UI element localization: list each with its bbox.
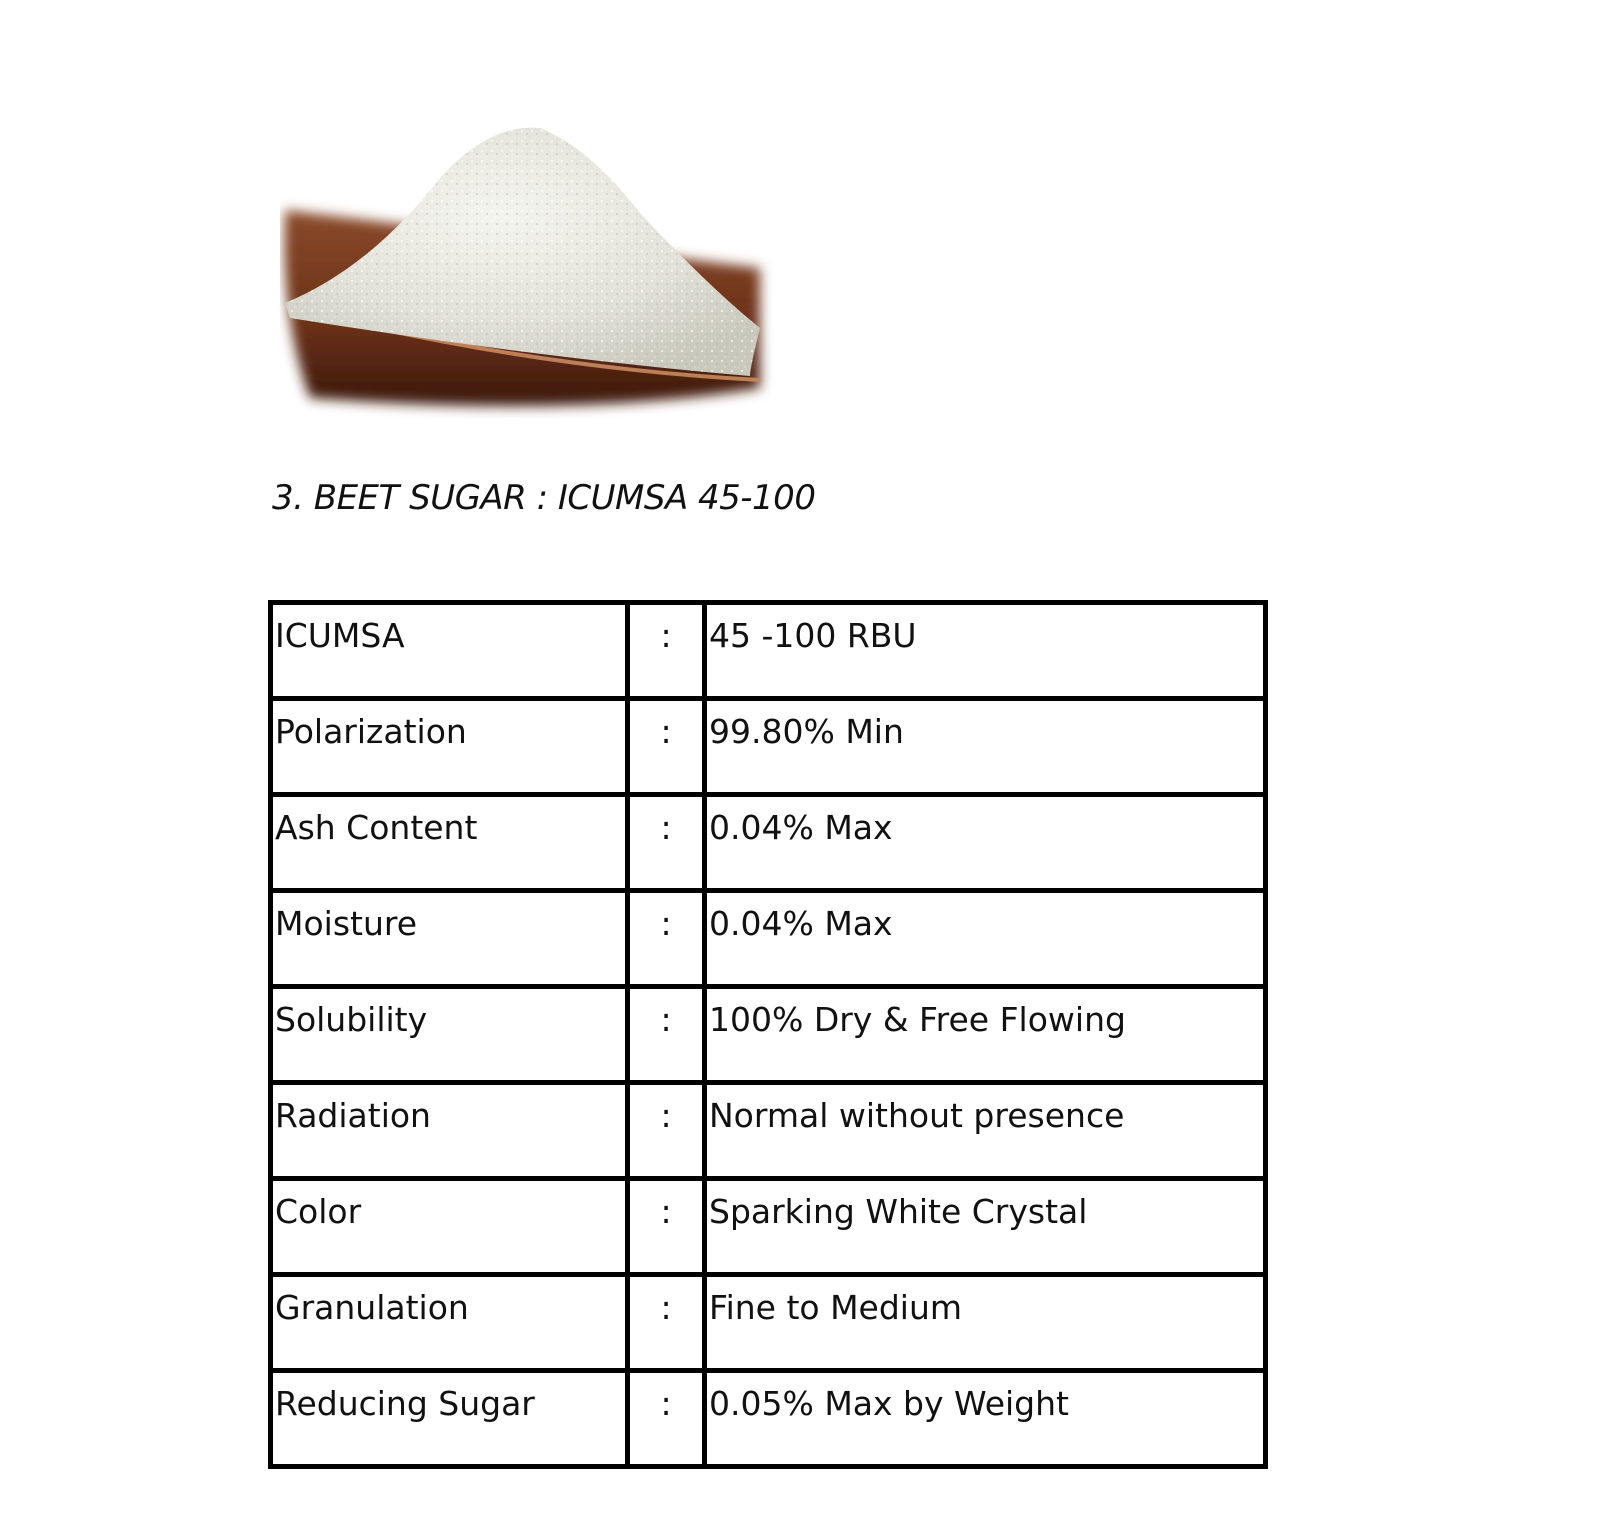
table-row bbox=[271, 891, 1266, 987]
spec-name: Solubility bbox=[271, 987, 628, 1083]
spec-value: 0.04% Max bbox=[705, 891, 1266, 987]
sugar-pile-photo bbox=[280, 118, 780, 418]
spec-name: ICUMSA bbox=[271, 603, 628, 699]
spec-separator: : bbox=[628, 1179, 705, 1275]
spec-separator: : bbox=[628, 1083, 705, 1179]
spec-separator: : bbox=[628, 795, 705, 891]
spec-separator: : bbox=[628, 987, 705, 1083]
spec-value: 100% Dry & Free Flowing bbox=[705, 987, 1266, 1083]
spec-name: Granulation bbox=[271, 1275, 628, 1371]
table-row bbox=[271, 1179, 1266, 1275]
table-row bbox=[271, 1275, 1266, 1371]
spec-value: 0.04% Max bbox=[705, 795, 1266, 891]
spec-value: 45 -100 RBU bbox=[705, 603, 1266, 699]
spec-separator: : bbox=[628, 1275, 705, 1371]
table-row bbox=[271, 1083, 1266, 1179]
table-row bbox=[271, 987, 1266, 1083]
spec-separator: : bbox=[628, 603, 705, 699]
table-row bbox=[271, 1371, 1266, 1467]
spec-value: 99.80% Min bbox=[705, 699, 1266, 795]
spec-name: Radiation bbox=[271, 1083, 628, 1179]
spec-separator: : bbox=[628, 1371, 705, 1467]
spec-value: Sparking White Crystal bbox=[705, 1179, 1266, 1275]
spec-separator: : bbox=[628, 891, 705, 987]
table-row bbox=[271, 795, 1266, 891]
product-heading: 3. BEET SUGAR : ICUMSA 45-100 bbox=[272, 478, 816, 518]
spec-name: Moisture bbox=[271, 891, 628, 987]
spec-name: Reducing Sugar bbox=[271, 1371, 628, 1467]
spec-separator: : bbox=[628, 699, 705, 795]
spec-table bbox=[268, 600, 1268, 1469]
spec-name: Polarization bbox=[271, 699, 628, 795]
table-row bbox=[271, 603, 1266, 699]
spec-name: Ash Content bbox=[271, 795, 628, 891]
spec-value: Normal without presence bbox=[705, 1083, 1266, 1179]
table-row bbox=[271, 699, 1266, 795]
spec-value: Fine to Medium bbox=[705, 1275, 1266, 1371]
spec-name: Color bbox=[271, 1179, 628, 1275]
spec-value: 0.05% Max by Weight bbox=[705, 1371, 1266, 1467]
